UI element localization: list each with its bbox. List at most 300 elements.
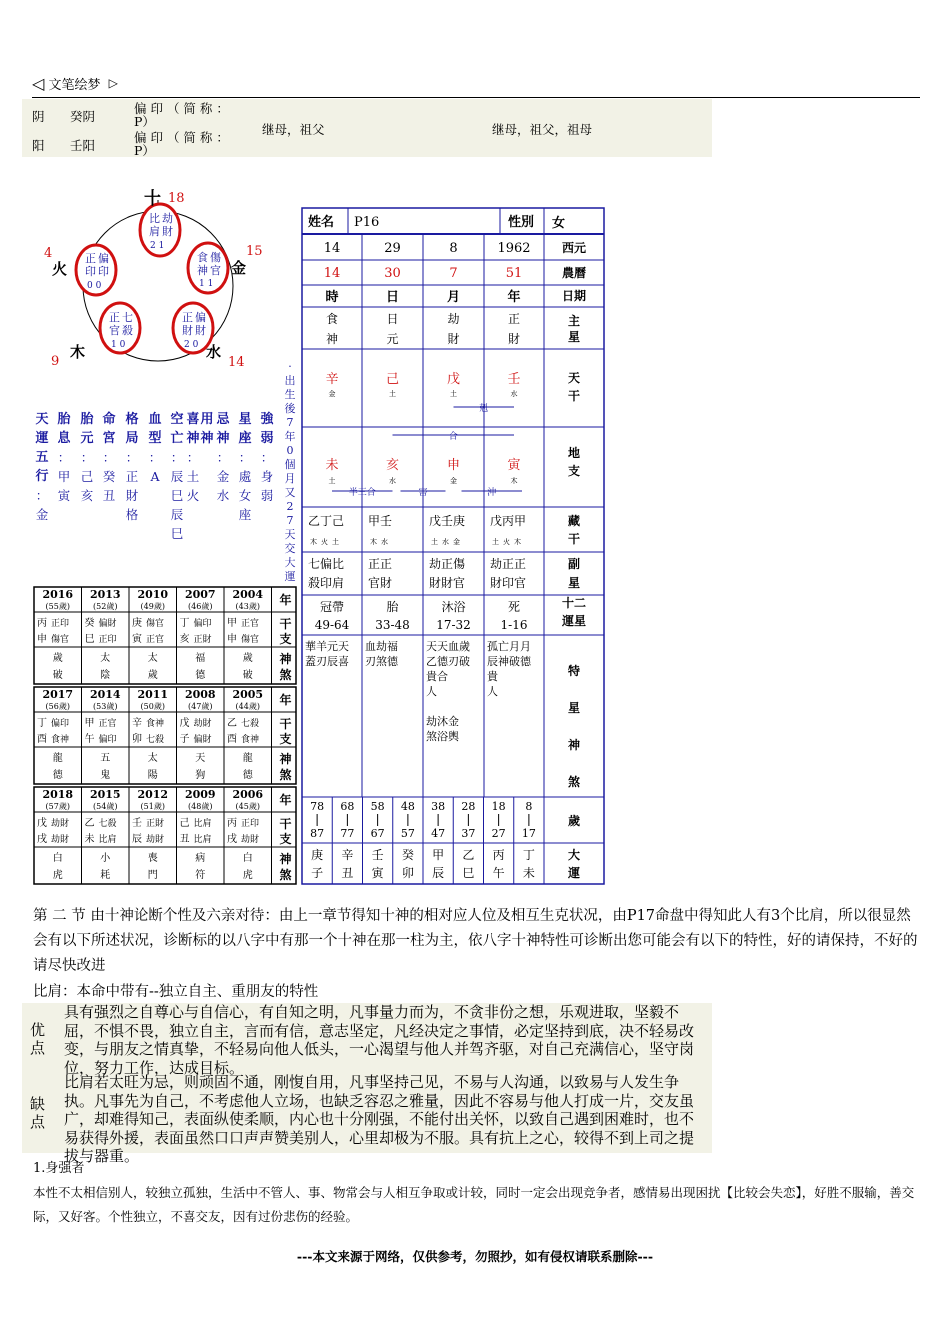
substar-1a: 正正	[368, 557, 393, 571]
vlabel-6: 空 亡	[170, 412, 184, 446]
dayun-stem-2: 壬	[371, 848, 384, 862]
vvalue-2: ：己亥	[80, 450, 94, 503]
ten-god-table	[22, 99, 712, 157]
svg-text:正: 正	[85, 252, 96, 265]
svg-text:財: 財	[195, 324, 206, 337]
row2-relation2: 继母，祖父，祖母	[492, 122, 593, 137]
dayun-end-4: 47	[431, 827, 446, 840]
number-right: 15	[246, 244, 263, 259]
stage-1: 胎	[386, 600, 399, 614]
node-right-digits: 1 1	[199, 279, 214, 289]
dayun-end-1: 77	[340, 827, 355, 840]
svg-text:食: 食	[197, 251, 208, 264]
gz-branch-god: 傷官	[51, 635, 70, 645]
side-label-gz2: 支	[279, 632, 292, 646]
gz-branch: 酉	[37, 734, 47, 745]
shensha-b: 虎	[52, 870, 63, 881]
year-2006: 2006	[232, 788, 264, 801]
row2-desc: 偏 印 （ 简 称 ：	[134, 130, 229, 145]
year-2013: 2013	[89, 588, 121, 601]
number-top: 18	[168, 191, 185, 206]
stem-el-3: 水	[510, 390, 518, 398]
shensha-a: 福	[195, 653, 206, 664]
element-bottom-left: 木	[70, 343, 86, 361]
row2-relation: 继母，祖父	[262, 122, 325, 137]
node-bottom-left	[100, 303, 140, 353]
age-2005: (44歲)	[235, 702, 260, 711]
solar-2: 8	[449, 241, 458, 256]
dayun-branch-6: 午	[492, 866, 505, 880]
shensha-b: 德	[242, 770, 253, 781]
node-bl-digits: 1 0	[111, 340, 126, 350]
branch-2: 申	[446, 458, 461, 473]
mainstar-3a: 正	[507, 312, 521, 326]
year-2009: 2009	[184, 788, 216, 801]
row1-yinyang: 阴	[32, 109, 45, 124]
stem-label-b: 干	[567, 389, 581, 403]
gz-stem: 戊	[37, 818, 47, 829]
solar-label: 西元	[561, 241, 587, 255]
node-left	[76, 245, 116, 295]
row1-stem: 癸阴	[70, 109, 96, 124]
stem-1: 己	[385, 372, 400, 387]
dayun-start-0: 78	[310, 800, 325, 813]
year-2005: 2005	[232, 688, 264, 701]
substar-1b: 官財	[368, 576, 393, 590]
name-value: P16	[354, 215, 380, 230]
gz-stem-god: 傷官	[146, 619, 165, 629]
right-arrow-icon[interactable]: ▷	[108, 76, 118, 90]
shensha-a: 太	[147, 753, 158, 764]
vlabel-8: 用 神	[200, 412, 214, 446]
gz-stem: 癸	[84, 618, 95, 629]
mainstar-1b: 元	[386, 332, 399, 346]
dayun-stem-3: 癸	[401, 848, 414, 862]
dayun-end-3: 57	[400, 827, 415, 840]
stage-range-3: 1-16	[500, 618, 528, 632]
gz-stem: 己	[179, 818, 190, 829]
shensha-b: 破	[242, 670, 253, 681]
gz-stem-god: 正財	[146, 819, 165, 829]
section-intro: 第 二 节 由十神论断个性及六亲对待：由上一章节得知十神的相对应人位及相互生克状况，由P17命盘中得知此人有3个比肩，所以很显然会有以下所述状况，诊断标的以八字中有那一个十神在那一柱为主，依八字十神特性可诊断出您可能会有以下的特性，好的请保持，不好的请尽快改进	[33, 908, 918, 974]
substar-3a: 劫正正	[490, 557, 527, 571]
gz-stem-god: 偏財	[98, 619, 117, 629]
dayun-branch-7: 未	[522, 866, 535, 880]
element-right: 金	[231, 259, 247, 277]
number-bottom-right: 14	[228, 355, 245, 370]
gz-stem: 丁	[179, 618, 190, 629]
dayun-branch-2: 寅	[371, 866, 384, 880]
row1-desc2: P）	[134, 114, 155, 129]
pillar-2: 月	[446, 290, 461, 305]
gz-branch: 寅	[132, 634, 142, 645]
year-2008: 2008	[184, 688, 216, 701]
element-left: 火	[52, 260, 68, 278]
vlabel-4: 格 局	[125, 412, 139, 446]
hidden-label-a: 藏	[567, 514, 581, 528]
gz-stem: 乙	[227, 718, 237, 729]
gz-branch-god: 正印	[98, 635, 117, 645]
stage-range-0: 49-64	[314, 618, 350, 632]
gz-stem: 辛	[132, 718, 142, 729]
hidden-label-b: 干	[567, 532, 581, 546]
branch-rel-sanhe: 半三合	[348, 488, 376, 498]
main-label-a: 主	[567, 314, 581, 328]
vlabel-0: 天 運 五 行	[35, 412, 49, 484]
hidden-el-1: 木水	[370, 538, 392, 546]
shensha-label-2: 神	[567, 738, 581, 752]
dayun-stem-0: 庚	[311, 848, 324, 862]
year-2014: 2014	[89, 688, 121, 701]
dayun-stem-4: 甲	[432, 848, 445, 862]
svg-text:偏: 偏	[98, 252, 109, 265]
shensha-a: 五	[100, 753, 111, 764]
year-2012: 2012	[137, 788, 169, 801]
age-2010: (49歲)	[140, 602, 165, 611]
shensha-0-0: 華羊元天	[305, 640, 349, 653]
dayun-branch-5: 巳	[462, 866, 475, 880]
shensha-label-0: 特	[567, 664, 581, 678]
lunar-3: 51	[505, 266, 523, 281]
shensha-1-1: 刃煞德	[365, 655, 398, 668]
node-top	[140, 204, 180, 256]
vvalue-0: ：金	[35, 488, 49, 522]
node-left-digits: 0 0	[87, 281, 102, 291]
mainstar-3b: 財	[507, 332, 521, 346]
gz-branch: 辰	[132, 834, 142, 845]
dayun-label-a: 大	[567, 848, 581, 862]
hidden-2: 戊壬庚	[429, 514, 466, 528]
gz-branch: 亥	[179, 634, 190, 645]
substar-2b: 財財官	[429, 576, 466, 590]
gz-branch: 子	[179, 734, 190, 745]
gz-stem: 丙	[227, 818, 237, 829]
solar-0: 14	[323, 241, 341, 256]
gz-stem-god: 正印	[51, 619, 70, 629]
side-label-gz2: 支	[279, 832, 292, 846]
dayun-branch-3: 卯	[401, 866, 414, 880]
shensha-a: 小	[100, 853, 111, 864]
solar-3: 1962	[497, 241, 531, 256]
gz-stem-god: 劫財	[51, 819, 70, 829]
shensha-3-1: 辰神破德	[487, 655, 531, 668]
side-label-gz2: 支	[279, 732, 292, 746]
shensha-a: 太	[100, 653, 111, 664]
branch-label-a: 地	[567, 446, 581, 460]
shensha-2-1: 乙德刃破	[426, 655, 470, 668]
node-top-star1b: 肩	[149, 225, 160, 238]
sub-label-a: 副	[567, 557, 581, 571]
footer-note: ---本文来源于网络，仅供参考，勿照抄，如有侵权请联系删除---	[296, 1249, 654, 1264]
gz-branch-god: 比肩	[98, 835, 117, 845]
side-label-year: 年	[279, 593, 292, 607]
stem-relation: 剋	[479, 404, 489, 414]
shensha-1-0: 血劫福	[365, 640, 398, 653]
pillar-0: 時	[325, 290, 339, 305]
name-label: 姓名	[308, 215, 335, 230]
shensha-label-1: 星	[567, 701, 581, 715]
hidden-1: 甲壬	[368, 514, 393, 528]
gz-branch: 卯	[132, 734, 142, 745]
node-br-digits: 2 0	[184, 340, 199, 350]
dayun-end-5: 37	[461, 827, 476, 840]
vvalue-7: ：土火	[186, 450, 200, 503]
year-2016: 2016	[42, 588, 74, 601]
svg-text:財: 財	[182, 324, 193, 337]
dayun-stem-7: 丁	[522, 848, 535, 862]
age-2007: (46歲)	[188, 602, 213, 611]
substar-0a: 七偏比	[308, 557, 345, 571]
year-2011: 2011	[137, 688, 169, 701]
node-top-star2a: 劫	[162, 212, 173, 225]
age-2012: (51歲)	[140, 802, 165, 811]
year-2007: 2007	[184, 588, 216, 601]
gz-branch: 申	[227, 634, 237, 645]
row2-desc2: P）	[134, 143, 155, 158]
age-2017: (56歲)	[45, 702, 70, 711]
dayun-stem-6: 丙	[492, 848, 505, 862]
svg-text:官: 官	[210, 264, 221, 277]
side-label-ss1: 神	[279, 652, 292, 666]
gz-stem: 丙	[37, 618, 47, 629]
header-divider	[32, 97, 920, 98]
branch-0: 未	[325, 458, 339, 473]
row1-desc: 偏 印 （ 简 称 ：	[134, 101, 229, 116]
shensha-a: 龍	[52, 753, 63, 764]
shensha-a: 太	[147, 653, 158, 664]
gz-branch-god: 正官	[146, 635, 165, 645]
dayun-end-6: 27	[491, 827, 506, 840]
dayun-start-1: 68	[340, 800, 355, 813]
gz-branch-god: 七殺	[146, 735, 165, 745]
shensha-2-0: 天天血歲	[426, 640, 470, 653]
vlabel-10: 星 座	[238, 412, 252, 446]
shensha-a: 白	[52, 853, 63, 864]
gz-branch: 未	[84, 834, 95, 845]
five-element-circle	[38, 186, 278, 376]
row2-yinyang: 阳	[32, 138, 45, 153]
side-label-ss1: 神	[279, 752, 292, 766]
gz-stem-god: 比肩	[193, 819, 212, 829]
stage-range-2: 17-32	[436, 618, 471, 632]
stage-label-a: 十二	[561, 596, 587, 610]
stem-0: 辛	[325, 372, 339, 387]
stage-3: 死	[507, 600, 521, 614]
svg-text:神: 神	[197, 264, 208, 277]
mainstar-2a: 劫	[447, 312, 460, 326]
hidden-el-3: 土火木	[492, 538, 525, 546]
gender-label: 性別	[508, 215, 535, 230]
year-2017: 2017	[42, 688, 74, 701]
shensha-a: 歲	[242, 653, 253, 664]
annual-luck-table	[33, 586, 298, 886]
shensha-b: 德	[195, 670, 206, 681]
gz-branch-god: 偏印	[98, 735, 117, 745]
gz-stem-god: 七殺	[98, 819, 117, 829]
shensha-b: 陽	[147, 770, 158, 781]
shensha-a: 病	[195, 853, 206, 864]
shensha-label-3: 煞	[567, 775, 581, 789]
left-arrow-icon[interactable]: ◁	[32, 74, 45, 93]
branch-el-0: 土	[328, 477, 336, 485]
strong-title: 1.身强者	[33, 1161, 85, 1176]
shensha-b: 歲	[147, 670, 158, 681]
node-top-star1a: 比	[149, 212, 160, 225]
age-2014: (53歲)	[93, 702, 118, 711]
stem-label-a: 天	[567, 371, 581, 385]
stage-range-1: 33-48	[375, 618, 410, 632]
pros-cons-table	[22, 1003, 712, 1165]
lunar-1: 30	[384, 266, 401, 281]
shensha-2-2: 貴合	[426, 670, 448, 683]
branch-rel-chong: 沖	[487, 488, 497, 498]
shensha-a: 天	[195, 753, 206, 764]
pro-label: 优点	[30, 1021, 46, 1057]
branch-rel-hai: 害	[418, 488, 428, 498]
stem-2: 戊	[446, 372, 461, 387]
dayun-start-4: 38	[431, 800, 446, 813]
shensha-b: 耗	[100, 870, 111, 881]
gz-branch-god: 傷官	[241, 635, 260, 645]
gz-stem-god: 七殺	[241, 719, 260, 729]
dayun-start-2: 58	[370, 800, 385, 813]
mainstar-0b: 神	[325, 332, 339, 346]
gz-branch: 巳	[84, 634, 95, 645]
gz-branch: 戌	[227, 834, 237, 845]
vvalue-5: ：A	[148, 450, 162, 484]
gz-branch-god: 劫財	[241, 835, 260, 845]
dayun-end-7: 17	[521, 827, 536, 840]
vvalue-1: ：甲寅	[57, 450, 71, 503]
hidden-el-2: 土水金	[431, 538, 464, 546]
age-2018: (57歲)	[45, 802, 70, 811]
shensha-b: 門	[147, 870, 158, 881]
year-2018: 2018	[42, 788, 74, 801]
branch-el-2: 金	[450, 477, 457, 485]
element-top: 十	[144, 189, 161, 209]
side-label-ss2: 煞	[279, 768, 292, 782]
svg-text:偏: 偏	[195, 311, 206, 324]
hidden-0: 乙丁己	[308, 514, 345, 528]
svg-text:正: 正	[109, 311, 120, 324]
gz-branch-god: 食神	[51, 735, 70, 745]
gz-stem-god: 偏印	[51, 719, 70, 729]
gz-stem-god: 正官	[241, 619, 260, 629]
gz-stem: 甲	[227, 618, 237, 629]
gz-stem: 庚	[132, 618, 142, 629]
gz-stem: 戊	[179, 718, 190, 729]
pillars-label: 日期	[561, 289, 587, 303]
branch-3: 寅	[507, 458, 521, 473]
gz-stem-god: 正官	[98, 719, 117, 729]
svg-text:殺: 殺	[122, 324, 133, 337]
lunar-0: 14	[323, 266, 341, 281]
mainstar-2b: 財	[447, 332, 460, 346]
sub-label-b: 星	[567, 576, 581, 590]
age-2016: (55歲)	[45, 602, 70, 611]
svg-text:七: 七	[122, 311, 133, 324]
age-2004: (43歲)	[235, 602, 260, 611]
svg-text:傷: 傷	[210, 251, 221, 264]
vvalue-6: ：辰巳辰巳	[170, 450, 184, 541]
gender-value: 女	[552, 216, 566, 231]
gz-branch-god: 劫財	[146, 835, 165, 845]
gz-branch: 戌	[37, 834, 47, 845]
shensha-a: 喪	[147, 853, 158, 864]
gz-branch: 丑	[179, 834, 190, 845]
stem-el-2: 土	[450, 390, 457, 398]
vlabel-7: 喜 神	[186, 412, 200, 446]
side-label-ss2: 煞	[279, 868, 292, 882]
shensha-3-0: 孤亡月月	[487, 640, 531, 653]
svg-text:官: 官	[109, 324, 120, 337]
shensha-b: 符	[195, 870, 206, 881]
age-2006: (45歲)	[235, 802, 260, 811]
gz-branch-god: 食神	[241, 735, 260, 745]
vvalue-3: ：癸丑	[102, 450, 116, 503]
side-label-gz1: 干	[279, 717, 292, 731]
svg-text:印: 印	[98, 265, 109, 278]
stem-3: 壬	[507, 372, 521, 387]
shensha-b: 狗	[195, 770, 206, 781]
gz-stem-god: 偏印	[193, 619, 212, 629]
gz-stem-god: 食神	[146, 719, 165, 729]
gz-branch: 酉	[227, 734, 237, 745]
year-2015: 2015	[89, 788, 121, 801]
shensha-0-1: 蓋刃辰喜	[305, 655, 349, 668]
substar-2a: 劫正傷	[429, 557, 466, 571]
strong-text: 本性不太相信别人，较独立孤独，生活中不管人、事、物常会与人相互争取或计较，同时一定会出现竞争者，感情易出现困扰【比较会失恋】，好胜不服输，善交际，又好客。个性独立，不喜交友，因有过份悲伤的经验。	[33, 1185, 915, 1224]
vlabel-2: 胎 元	[80, 412, 94, 446]
hidden-3: 戊丙甲	[490, 514, 527, 528]
number-left: 4	[44, 246, 53, 261]
con-label: 缺点	[30, 1095, 46, 1131]
dayun-end-2: 67	[370, 827, 385, 840]
bijian-title: 比肩：本命中带有--独立自主、重朋友的特性	[33, 984, 319, 1000]
shensha-3-3: 人	[487, 685, 498, 698]
shensha-2-5: 劫沐金	[426, 715, 459, 728]
sui-label: 歲	[567, 814, 581, 828]
dayun-start-5: 28	[461, 800, 476, 813]
con-text: 比肩若太旺为忌，则顽固不通，刚愎自用，凡事坚持己见，不易与人沟通，以致易与人发生争执。凡事先为自己，不考虑他人立场，也缺乏容忍之雅量，因此不容易与他人打成一片，交友虽广，却难得知己，表面纵使柔顺，内心也十分刚强，不能付出关怀，以致自己遇到困难时，也不易获得外援，表面虽然口口声声赞美别人，心里却极为不服。具有抗上之心，较得不到上司之提拔与器重。	[64, 1073, 695, 1165]
solar-1: 29	[384, 241, 401, 256]
gz-branch-god: 正財	[193, 635, 212, 645]
node-top-digits: 2 1	[150, 241, 165, 251]
lunar-2: 7	[449, 266, 458, 281]
age-2008: (47歲)	[188, 702, 213, 711]
vlabel-9: 忌 神	[216, 412, 230, 446]
shensha-b: 鬼	[100, 770, 111, 781]
branch-el-1: 水	[389, 477, 396, 485]
bazi-chart	[300, 207, 608, 887]
gz-stem: 甲	[84, 718, 95, 729]
dayun-branch-0: 子	[311, 866, 324, 880]
branch-label-b: 支	[567, 464, 581, 478]
year-2010: 2010	[137, 588, 169, 601]
node-top-star2b: 財	[162, 225, 173, 238]
lunar-label: 農曆	[561, 266, 587, 280]
shensha-b: 破	[52, 670, 63, 681]
shensha-3-2: 貴	[487, 670, 498, 683]
stage-2: 沐浴	[441, 600, 466, 614]
chart-frame	[302, 208, 604, 884]
stem-el-1: 土	[389, 390, 396, 398]
vlabel-3: 命 宮	[102, 412, 116, 446]
gz-branch-god: 偏財	[193, 735, 212, 745]
side-label-gz1: 干	[279, 817, 292, 831]
document-header	[32, 74, 118, 93]
branch-1: 亥	[385, 458, 400, 473]
